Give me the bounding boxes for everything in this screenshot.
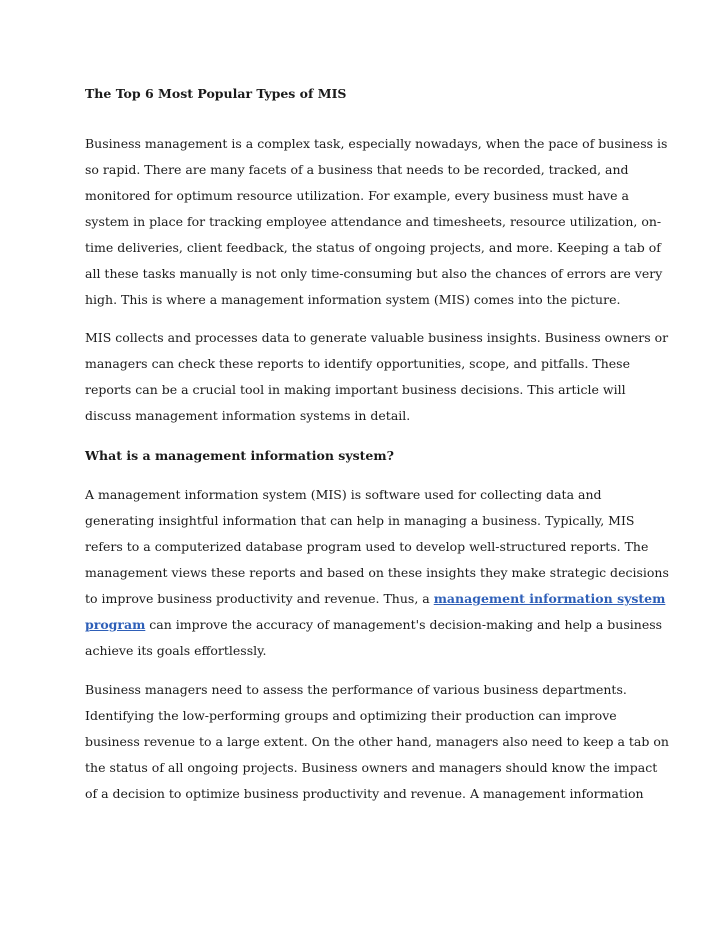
section-heading: What is a management information system? xyxy=(85,448,394,463)
text-line: Business managers need to assess the performance of various business departments. xyxy=(85,682,627,697)
text-line: so rapid. There are many facets of a business that needs to be recorded, tracked, and xyxy=(85,162,629,177)
text-line: MIS collects and processes data to generate valuable business insights. Business owners or xyxy=(85,330,669,345)
text-line: management views these reports and based on these insights they make strategic decisions xyxy=(85,565,669,580)
text-line: generating insightful information that can help in managing a business. Typically, MIS xyxy=(85,513,635,528)
text-line: Identifying the low-performing groups and optimizing their production can improve xyxy=(85,708,617,723)
text-line: of a decision to optimize business productivity and revenue. A management information xyxy=(85,786,644,801)
text-line: business revenue to a large extent. On the other hand, managers also need to keep a tab on xyxy=(85,734,669,749)
text-line: A management information system (MIS) is software used for collecting data and xyxy=(85,487,602,502)
text-line: refers to a computerized database program used to develop well-structured reports. The xyxy=(85,539,649,554)
text-line: managers can check these reports to identify opportunities, scope, and pitfalls. These xyxy=(85,356,630,371)
text-line: discuss management information systems in detail. xyxy=(85,408,411,423)
text-line: all these tasks manually is not only time-consuming but also the chances of errors are very xyxy=(85,266,663,281)
definition-paragraph xyxy=(85,482,669,664)
text-fragment: to improve business productivity and revenue. Thus, a xyxy=(85,591,434,606)
mis-program-link-continued[interactable]: program xyxy=(85,617,146,632)
managers-paragraph xyxy=(85,677,669,807)
text-line: the status of all ongoing projects. Business owners and managers should know the impact xyxy=(85,760,658,775)
intro-paragraph xyxy=(85,131,668,313)
text-line: monitored for optimum resource utilization. For example, every business must have a xyxy=(85,188,629,203)
text-line xyxy=(85,612,663,638)
text-line: Business management is a complex task, especially nowadays, when the pace of business is xyxy=(85,136,668,151)
text-line: reports can be a crucial tool in making important business decisions. This article will xyxy=(85,382,626,397)
text-line: achieve its goals effortlessly. xyxy=(85,643,267,658)
text-fragment: can improve the accuracy of management's decision-making and help a business xyxy=(145,617,663,632)
mis-overview-paragraph xyxy=(85,325,669,429)
text-line: time deliveries, client feedback, the status of ongoing projects, and more. Keeping a tab of xyxy=(85,240,661,255)
text-line: system in place for tracking employee attendance and timesheets, resource utilization, on- xyxy=(85,214,662,229)
document-title: The Top 6 Most Popular Types of MIS xyxy=(85,86,347,101)
text-line: high. This is where a management information system (MIS) comes into the picture. xyxy=(85,292,621,307)
mis-program-link[interactable]: management information system xyxy=(433,591,666,606)
text-line xyxy=(85,586,666,612)
